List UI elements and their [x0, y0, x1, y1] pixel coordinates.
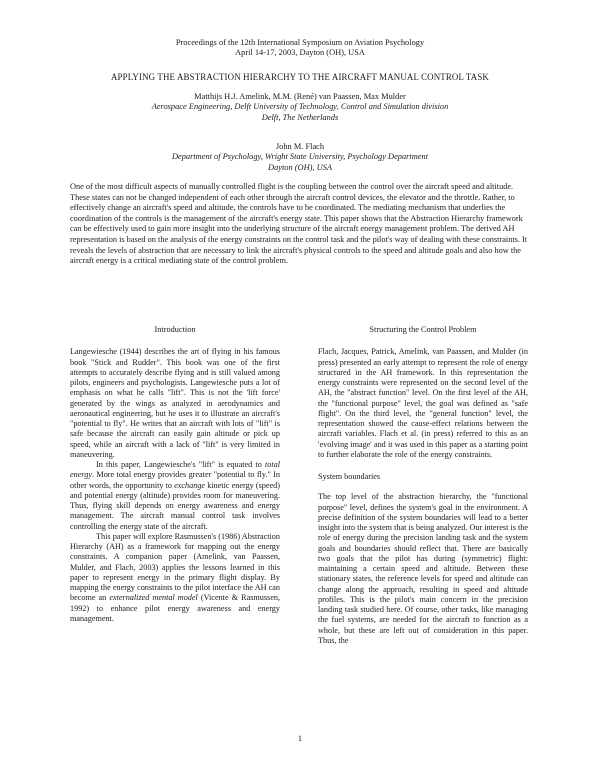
intro-p3-text-b: (Vicente & Rasmussen, 1992) to enhance pilot energy awareness and energy management. — [70, 593, 280, 623]
intro-p2-text-a: In this paper, Langewiesche's "lift" is equated to — [96, 460, 265, 469]
author-block-1 — [0, 92, 600, 123]
intro-p3-emphasis: externalized mental model — [109, 593, 198, 603]
author-block-2 — [0, 142, 600, 173]
intro-paragraph-3 — [70, 532, 280, 624]
intro-p2-emphasis-2: exchange — [174, 480, 206, 490]
intro-p2-text-c: kinetic energy (speed) and potential energy (altitude) provides room for maneuvering. Thus, flying skill depends on energy awareness and energy management. The aircraft manual control task involves controlling the energy state of the aircraft. — [70, 480, 280, 531]
intro-p2-emphasis-1: total energy — [70, 460, 280, 480]
paper-title: APPLYING THE ABSTRACTION HIERARCHY TO THE AIRCRAFT MANUAL CONTROL TASK — [111, 72, 489, 82]
left-column — [70, 325, 280, 624]
intro-paragraph-1: Langewiesche (1944) describes the art of flying in his famous book "Stick and Rudder". This book was one of the first attempts to accurately describe flying and is still valued among pilots, engineers and psychologists. Langewiesche puts a lot of emphasis on what he calls "lift". This is not the 'lift force' generated by the wings as analyzed in aerodynamics and aeronautical engineering, but he uses it to illustrate an aircraft's "potential to fly". He writes that an aircraft with lots of "lift" is safe because the aircraft can easily gain altitude or pick up speed, while an aircraft with a lack of "lift" is very limited in maneuvering. — [70, 347, 280, 459]
introduction-heading: Introduction — [154, 325, 196, 334]
affiliation-2-line-2: Dayton (OH), USA — [268, 162, 332, 172]
proceedings-line-2: April 14-17, 2003, Dayton (OH), USA — [235, 47, 365, 57]
proceedings-line-1: Proceedings of the 12th International Symposium on Aviation Psychology — [175, 38, 425, 47]
proceedings-header — [0, 38, 600, 57]
system-boundaries-paragraph: The top level of the abstraction hierarchy, the "functional purpose" level, defines the system's goal in the environment. A precise definition of the system boundaries will lead to a better insight into the system that is being analyzed. Our interest is the role of energy during the precision landing task and the system goals and boundaries should reflect that. There are basically two goals that the pilot has during (symmetric) flight: maintaining a certain speed and altitude. Between these stationary states, the reference levels for speed and altitude can change along the approach, resulting in speed and altitude profiles. This is the pilot's main concern in the precision landing task studied here. Of course, other tasks, like managing the fuel systems, are needed for the aircraft to function as a whole, but these are left out of consideration in this paper. Thus, the — [318, 492, 528, 645]
intro-p2-text-b: . More total energy provides greater "potential to fly." In other words, the opportunity to — [70, 470, 280, 490]
affiliation-1-line-1: Aerospace Engineering, Delft University of Technology, Control and Simulation division — [151, 102, 449, 112]
intro-paragraph-2 — [70, 460, 280, 532]
author-names-1: Matthijs H.J. Amelink, M.M. (René) van Paassen, Max Mulder — [194, 92, 406, 101]
intro-p3-text-a: This paper will explore Rasmussen's (1986) Abstraction Hierarchy (AH) as a framework for mapping out the energy constraints. A companion paper (Amelink, van Paassen, Mulder, and Flach, 2003) applies the lessons learned in this paper to represent energy in the primary flight display. By mapping the energy constraints to the pilot interface the AH can become an — [70, 531, 280, 603]
right-column — [318, 325, 528, 646]
affiliation-1-line-2: Delft, The Netherlands — [261, 112, 339, 122]
abstract — [70, 182, 530, 267]
structuring-heading: Structuring the Control Problem — [369, 325, 477, 334]
system-boundaries-subheading: System boundaries — [318, 472, 381, 481]
author-names-2: John M. Flach — [275, 142, 325, 151]
abstract-text: One of the most difficult aspects of manually controlled flight is the coupling between the control over the aircraft speed and altitude. These states can not be changed independent of each other through the aircraft control devices, the elevator and the throttle. Rather, to effectively change an aircraft's speed and altitude, the controls have to be coordinated. The mediating mechanism that underlies the coordination of the controls is the management of the aircraft's energy state. This paper shows that the Abstraction Hierarchy framework can be effectively used to gain more insight into the underlying structure of the aircraft energy management problem. The derived AH representation is based on the analysis of the energy constraints on the control task and the pilot's way of dealing with these constraints. It reveals the levels of abstraction that are necessary to link the aircraft's physical controls to the speed and altitude goals and also how the aircraft energy is a critical mediating state of the control problem. — [70, 182, 528, 266]
affiliation-2-line-1: Department of Psychology, Wright State University, Psychology Department — [171, 152, 429, 162]
structuring-paragraph-1: Flach, Jacques, Patrick, Amelink, van Paassen, and Mulder (in press) presented an early attempt to represent the role of energy structured in the AH framework. In this representation the energy constraints were represented on the second level of the AH, the "abstract function" level. On the first level of the AH, the "functional purpose" level, the goal was defined as "safe flight". On the third level, the "general function" level, the representation showed the cause-effect relations between the aircraft variables. Flach et al. (in press) referred to this as an 'evolving image' and it was used in this paper as a starting point to further elaborate the role of the energy constraints. — [318, 347, 528, 459]
page-number: 1 — [297, 734, 303, 743]
